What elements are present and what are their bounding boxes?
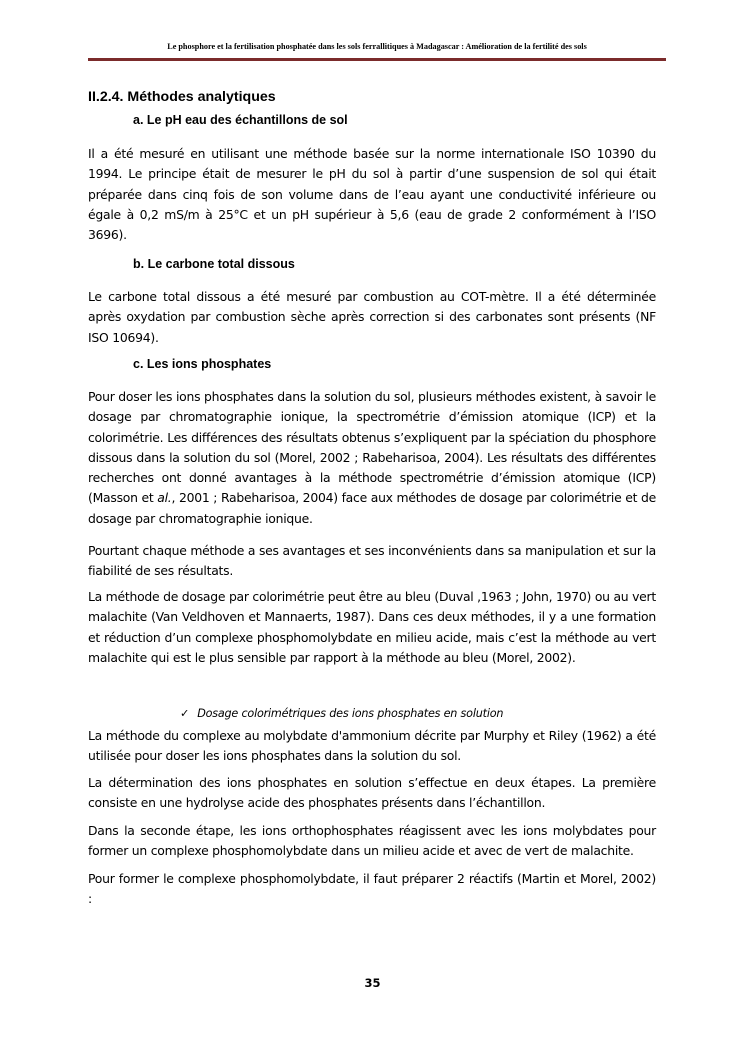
paragraph-reagents: Pour former le complexe phosphomolybdate, il faut préparer 2 réactifs (Martin et Morel, 2002) : (88, 871, 656, 907)
page-number: 35 (364, 976, 381, 990)
paragraph-carbone: Le carbone total dissous a été mesuré par combustion au COT-mètre. Il a été déterminée après oxydation par combustion sèche après correction si des carbonates sont présents (NF ISO 10694). (88, 289, 656, 345)
paragraph-text-start: Pour doser les ions phosphates dans la solution du sol, plusieurs méthodes existent, à savoir le dosage par chromatographie ionique, la spectrométrie d’émission atomique (ICP) et la colorimétrie. Les différences des résultats obtenus s’expliquent par la spéciation du phosphore dissous dans la solution du sol (Morel, 2002 ; Rabeharisoa, 2004). Les résultats des différentes recherches ont donné avantages à la méthode spectrométrie d’émission atomique (ICP) (Masson et (88, 389, 656, 506)
check-item-label: Dosage colorimétriques des ions phosphates en solution (197, 707, 504, 720)
paragraph-second-step: Dans la seconde étape, les ions orthophosphates réagissent avec les ions molybdates pour former un complexe phosphomolybdate dans un milieu acide et avec de vert de malachite. (88, 823, 656, 859)
checkmark-icon: ✓ (180, 707, 190, 720)
paragraph-phosphates-methods (88, 387, 656, 529)
subheading-phosphates: c. Les ions phosphates (133, 357, 272, 371)
check-item (88, 705, 745, 723)
running-header: Le phosphore et la fertilisation phosphatée dans les sols ferrallitiques à Madagascar : Amélioration de la fertilité des sols (167, 42, 587, 51)
subheading-carbone: b. Le carbone total dissous (133, 257, 295, 271)
paragraph-two-steps: La détermination des ions phosphates en solution s’effectue en deux étapes. La première consiste en une hydrolyse acide des phosphates présents dans l’échantillon. (88, 775, 656, 811)
header-rule (88, 58, 666, 61)
paragraph-ph: Il a été mesuré en utilisant une méthode basée sur la norme internationale ISO 10390 du 1994. Le principe était de mesurer le pH du sol à partir d’une suspension de sol qui était préparée dans cinq fois de son volume dans de l’eau ayant une conductivité inférieure ou égale à 0,2 mS/m à 25°C et un pH supérieur à 5,6 (eau de grade 2 conformément à l’ISO 3696). (88, 146, 656, 243)
paragraph-text-end: , 2001 ; Rabeharisoa, 2004) face aux méthodes de dosage par colorimétrie et de dosage par chromatographie ionique. (88, 490, 656, 526)
paragraph-text-italic: al. (157, 490, 172, 506)
paragraph-colorimetry: La méthode de dosage par colorimétrie peut être au bleu (Duval ,1963 ; John, 1970) ou au vert malachite (Van Veldhoven et Mannaerts, 1987). Dans ces deux méthodes, il y a une formation et réduction d’un complexe phosphomolybdate en milieu acide, mais c’est la méthode au vert malachite qui est le plus sensible par rapport à la méthode au bleu (Morel, 2002). (88, 589, 656, 665)
section-title: II.2.4. Méthodes analytiques (88, 89, 276, 105)
paragraph-murphy-riley: La méthode du complexe au molybdate d'ammonium décrite par Murphy et Riley (1962) a été utilisée pour doser les ions phosphates dans la solution du sol. (88, 728, 656, 764)
paragraph-advantages: Pourtant chaque méthode a ses avantages et ses inconvénients dans sa manipulation et sur la fiabilité de ses résultats. (88, 543, 656, 579)
subheading-ph: a. Le pH eau des échantillons de sol (133, 113, 348, 127)
